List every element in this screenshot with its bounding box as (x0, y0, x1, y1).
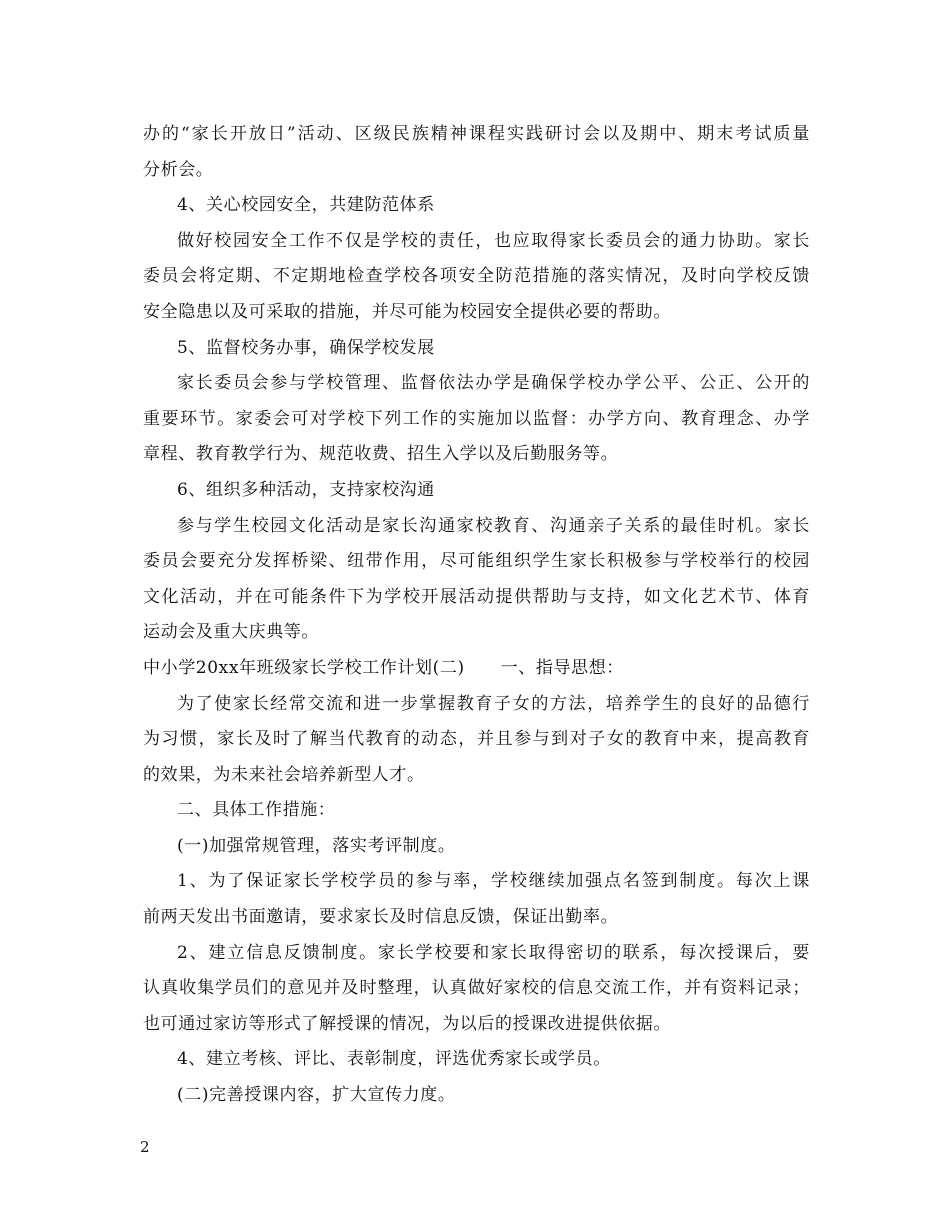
text-line: 重要环节。家委会可对学校下列工作的实施加以监督：办学方向、教育理念、办学 (143, 408, 810, 429)
text-line: 为了使家长经常交流和进一步掌握教育子女的方法，培养学生的良好的品德行 (177, 693, 810, 714)
text-line: 的效果，为未来社会培养新型人才。 (143, 764, 425, 785)
text-line: 办的“家长开放日”活动、区级民族精神课程实践研讨会以及期中、期末考试质量 (143, 124, 810, 144)
text-line: 章程、教育教学行为、规范收费、招生入学以及后勤服务等。 (143, 444, 619, 465)
section-heading: 5、监督校务办事，确保学校发展 (177, 337, 435, 358)
text-line: 1、为了保证家长学校学员的参与率，学校继续加强点名签到制度。每次上课 (177, 871, 810, 892)
text-line: 前两天发出书面邀请，要求家长及时信息反馈，保证出勤率。 (143, 907, 619, 928)
text-line: 分析会。 (143, 159, 214, 180)
text-line: 认真收集学员们的意见并及时整理，认真做好家校的信息交流工作，并有资料记录； (143, 978, 810, 999)
text-line: 安全隐患以及可采取的措施，并尽可能为校园安全提供必要的帮助。 (143, 301, 671, 322)
text-line: 委员会要充分发挥桥梁、纽带作用，尽可能组织学生家长积极参与学校举行的校园 (143, 551, 810, 572)
plan-title-line: 中小学20xx年班级家长学校工作计划(二) 一、指导思想： (143, 657, 624, 678)
section-heading: 二、具体工作措施： (177, 800, 336, 821)
text-line: 做好校园安全工作不仅是学校的责任，也应取得家长委员会的通力协助。家长 (177, 230, 810, 251)
text-line: 4、建立考核、评比、表彰制度，评选优秀家长或学员。 (177, 1049, 611, 1070)
text-line: 家长委员会参与学校管理、监督依法办学是确保学校办学公平、公正、公开的 (177, 373, 810, 394)
section-heading: 6、组织多种活动，支持家校沟通 (177, 479, 435, 500)
subsection-heading: (一)加强常规管理，落实考评制度。 (177, 835, 456, 856)
page-number: 2 (140, 1138, 150, 1156)
subsection-heading: (二)完善授课内容，扩大宣传力度。 (177, 1085, 456, 1106)
text-line: 为习惯，家长及时了解当代教育的动态，并且参与到对子女的教育中来，提高教育 (143, 729, 810, 750)
text-line: 运动会及重大庆典等。 (143, 622, 319, 643)
text-line: 参与学生校园文化活动是家长沟通家校教育、沟通亲子关系的最佳时机。家长 (177, 515, 810, 536)
section-heading: 4、关心校园安全，共建防范体系 (177, 195, 435, 216)
text-line: 也可通过家访等形式了解授课的情况，为以后的授课改进提供依据。 (143, 1013, 671, 1034)
text-line: 2、建立信息反馈制度。家长学校要和家长取得密切的联系，每次授课后，要 (177, 942, 810, 963)
text-line: 委员会将定期、不定期地检查学校各项安全防范措施的落实情况，及时向学校反馈 (143, 266, 810, 287)
text-line: 文化活动，并在可能条件下为学校开展活动提供帮助与支持，如文化艺术节、体育 (143, 586, 810, 607)
document-body (143, 117, 810, 1114)
